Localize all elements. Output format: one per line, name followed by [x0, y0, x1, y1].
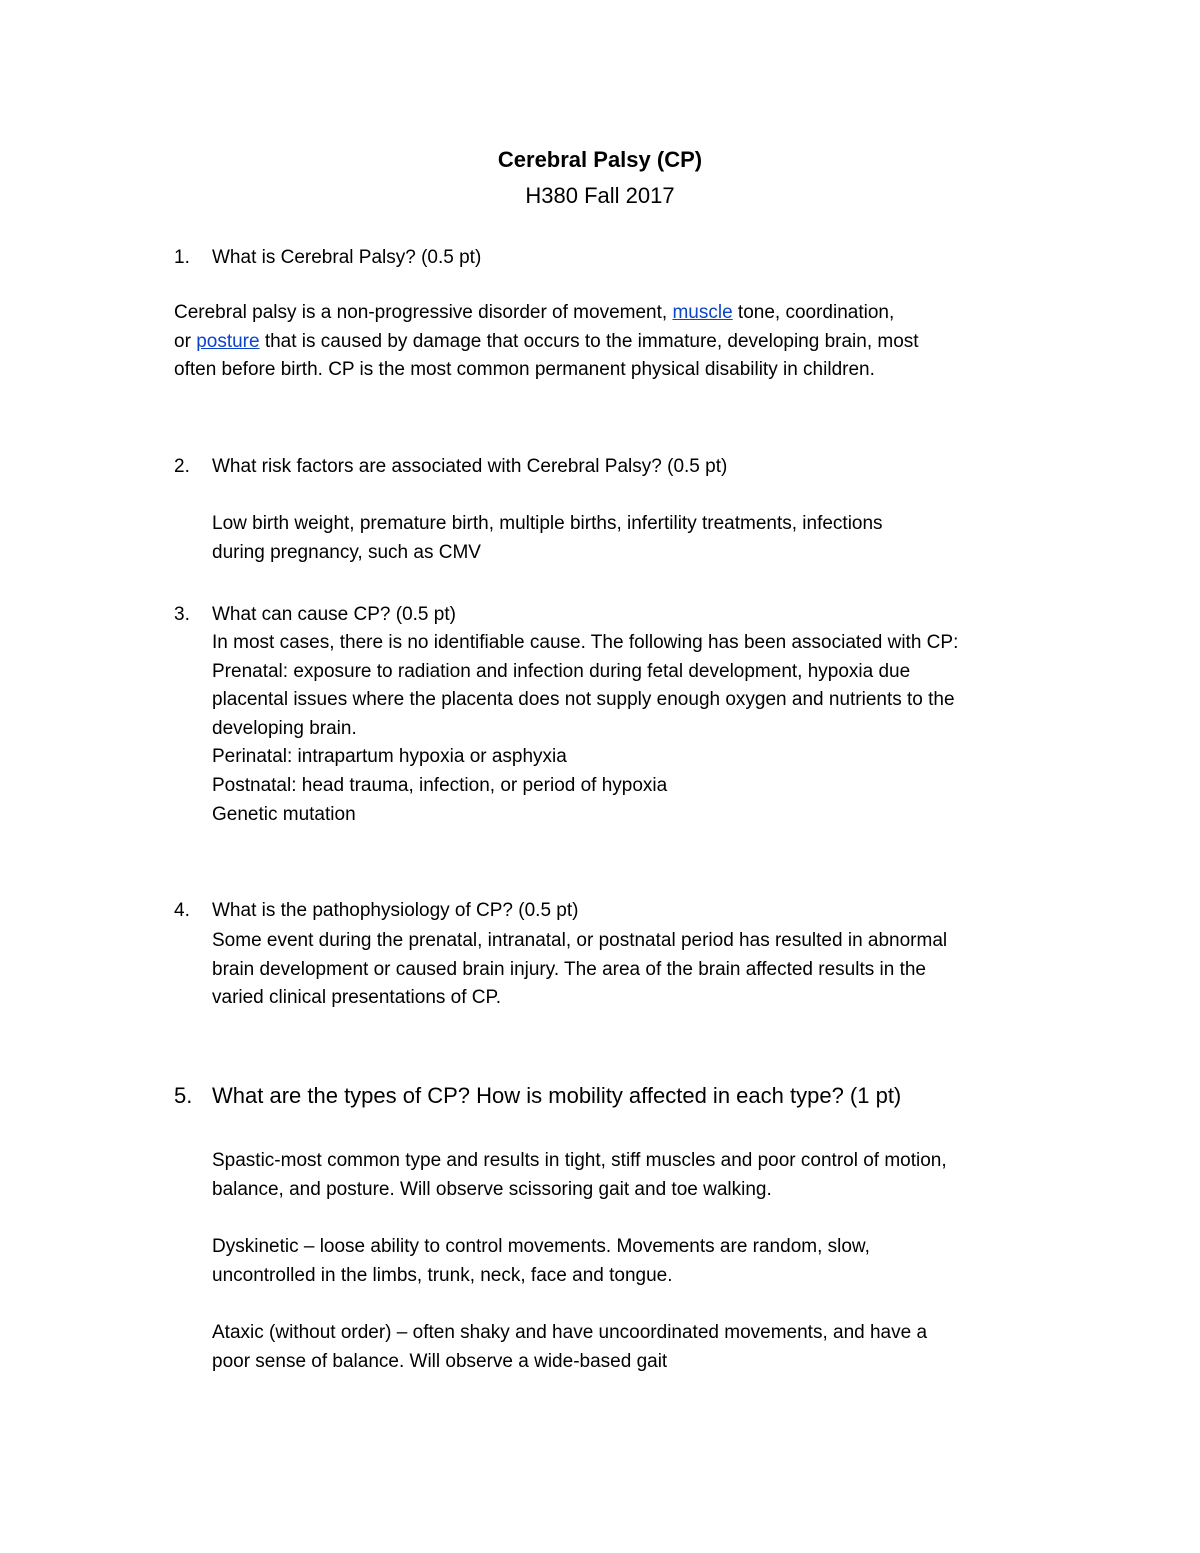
answer-line: Prenatal: exposure to radiation and infection during fetal development, hypoxia due — [212, 660, 911, 682]
question-number: 2. — [174, 456, 190, 477]
answer-line: developing brain. — [212, 717, 357, 739]
question-text: What is the pathophysiology of CP? (0.5 pt) — [212, 900, 579, 921]
answer-3 — [212, 629, 958, 829]
question-number: 5. — [174, 1083, 193, 1108]
question-number: 4. — [174, 900, 190, 921]
answer-line: Postnatal: head trauma, infection, or period of hypoxia — [212, 774, 668, 796]
answer-line: In most cases, there is no identifiable cause. The following has been associated with CP: — [212, 632, 959, 653]
document-title: Cerebral Palsy (CP) — [497, 147, 703, 172]
answer-line: varied clinical presentations of CP. — [212, 987, 502, 1009]
answer-line: often before birth. CP is the most common permanent physical disability in children. — [174, 359, 875, 381]
answer-line: Spastic-most common type and results in tight, stiff muscles and poor control of motion, — [212, 1150, 947, 1171]
answer-5-ataxic — [212, 1319, 927, 1376]
question-text: What is Cerebral Palsy? (0.5 pt) — [212, 247, 482, 268]
document-subtitle: H380 Fall 2017 — [525, 183, 675, 208]
answer-4 — [212, 927, 947, 1013]
answer-line: balance, and posture. Will observe scissoring gait and toe walking. — [212, 1178, 772, 1200]
answer-line: Some event during the prenatal, intranatal, or postnatal period has resulted in abnormal — [212, 930, 948, 951]
answer-line: placental issues where the placenta does not supply enough oxygen and nutrients to the — [212, 689, 955, 711]
answer-5-dyskinetic — [212, 1233, 870, 1290]
muscle-link[interactable]: muscle — [672, 302, 733, 323]
answer-line: poor sense of balance. Will observe a wide-based gait — [212, 1350, 668, 1372]
answer-1 — [174, 299, 919, 385]
answer-line: Ataxic (without order) – often shaky and have uncoordinated movements, and have a — [212, 1322, 928, 1343]
answer-line: brain development or caused brain injury. The area of the brain affected results in the — [212, 958, 926, 980]
answer-5-spastic — [212, 1147, 947, 1204]
answer-2 — [212, 510, 883, 567]
answer-line: Perinatal: intrapartum hypoxia or asphyxia — [212, 746, 567, 768]
answer-line: Dyskinetic – loose ability to control movements. Movements are random, slow, — [212, 1236, 870, 1257]
answer-line: uncontrolled in the limbs, trunk, neck, face and tongue. — [212, 1264, 673, 1286]
answer-line: during pregnancy, such as CMV — [212, 541, 481, 563]
question-text: What can cause CP? (0.5 pt) — [212, 604, 456, 625]
question-number: 3. — [174, 604, 190, 625]
question-number: 1. — [174, 247, 190, 268]
question-text: What are the types of CP? How is mobility affected in each type? (1 pt) — [212, 1083, 902, 1108]
answer-line: or posture that is caused by damage that occurs to the immature, developing brain, most — [174, 330, 919, 352]
answer-line: Cerebral palsy is a non-progressive disorder of movement, muscle tone, coordination, — [174, 302, 895, 323]
question-text: What risk factors are associated with Cerebral Palsy? (0.5 pt) — [212, 456, 728, 477]
answer-line: Genetic mutation — [212, 803, 356, 825]
answer-line: Low birth weight, premature birth, multiple births, infertility treatments, infections — [212, 513, 883, 534]
posture-link[interactable]: posture — [196, 330, 260, 352]
